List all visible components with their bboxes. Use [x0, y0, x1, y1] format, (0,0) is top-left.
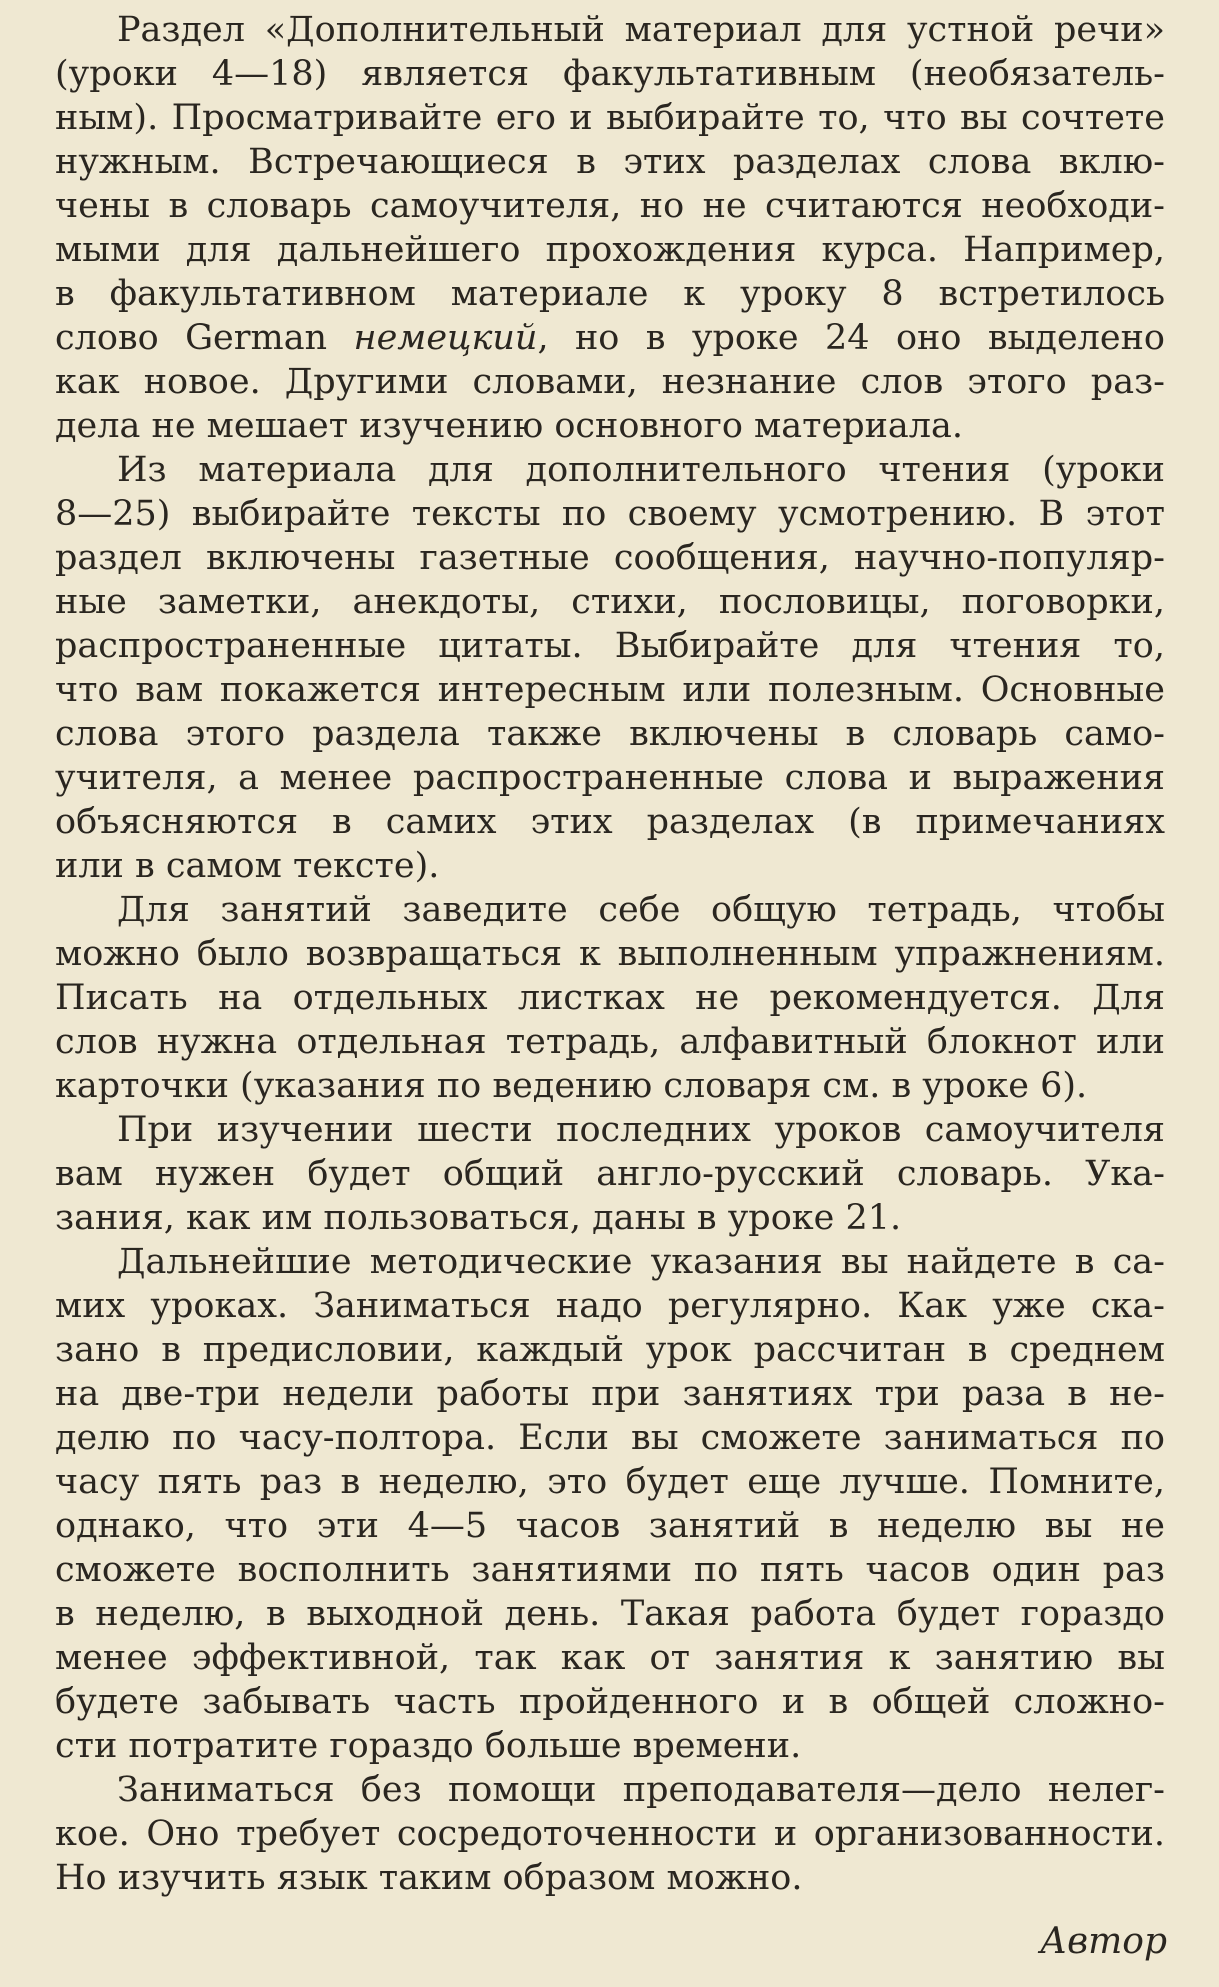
line-text: дела не мешает изучению основного материала. [55, 406, 964, 446]
line-text: часу пять раз в неделю, это будет еще лучше. Помните, [55, 1462, 1165, 1502]
line-text: 8—25) выбирайте тексты по своему усмотрению. В этот [55, 494, 1165, 534]
line-text: в неделю, в выходной день. Такая работа будет гораздо [55, 1594, 1165, 1634]
line-text: Писать на отдельных листках не рекомендуется. Для [55, 978, 1165, 1018]
line-text: Для занятий заведите себе общую тетрадь, чтобы [117, 890, 1165, 930]
line-text: зано в предисловии, каждый урок рассчитан в среднем [55, 1330, 1165, 1370]
text-line [55, 360, 1165, 404]
line-text: сти потратите гораздо больше времени. [55, 1726, 802, 1766]
text-line [55, 888, 1165, 932]
text-line [55, 756, 1165, 800]
text-line [55, 1724, 1165, 1768]
text-line [55, 1680, 1165, 1724]
line-text: ным). Просматривайте его и выбирайте то, что вы сочтете [55, 98, 1165, 138]
author-signature: Автор [1039, 1921, 1167, 1962]
text-line [55, 8, 1165, 52]
text-line [55, 800, 1165, 844]
line-text: Но изучить язык таким образом можно. [55, 1858, 803, 1898]
paragraph [55, 8, 1165, 448]
text-line [55, 448, 1165, 492]
line-text: сможете восполнить занятиями по пять часов один раз [55, 1550, 1165, 1590]
text-line [55, 624, 1165, 668]
line-text: слово German [55, 318, 354, 358]
paragraph [55, 448, 1165, 888]
line-text: Дальнейшие методические указания вы найдете в са- [117, 1242, 1165, 1282]
line-text: вам нужен будет общий англо-русский словарь. Ука- [55, 1154, 1165, 1194]
text-line [55, 1636, 1165, 1680]
line-text: При изучении шести последних уроков самоучителя [117, 1110, 1165, 1150]
text-line [55, 1460, 1165, 1504]
text-line [55, 228, 1165, 272]
text-line [55, 96, 1165, 140]
line-text: Из материала для дополнительного чтения (уроки [117, 450, 1165, 490]
text-line [55, 1504, 1165, 1548]
text-line [55, 1768, 1165, 1812]
text-line [55, 1372, 1165, 1416]
line-text: Раздел «Дополнительный материал для устной речи» [117, 10, 1165, 50]
line-text: ные заметки, анекдоты, стихи, пословицы, поговорки, [55, 582, 1165, 622]
text-line [55, 1328, 1165, 1372]
text-line [55, 1284, 1165, 1328]
text-line [55, 1592, 1165, 1636]
paragraph [55, 1108, 1165, 1240]
line-text: кое. Оно требует сосредоточенности и организованности. [55, 1814, 1165, 1854]
text-line [55, 580, 1165, 624]
line-text: слова этого раздела также включены в словарь само- [55, 714, 1165, 754]
text-line [55, 492, 1165, 536]
line-text: что вам покажется интересным или полезным. Основные [55, 670, 1165, 710]
line-text: , но в уроке 24 оно выделено [537, 318, 1166, 358]
line-text: чены в словарь самоучителя, но не считаются необходи- [55, 186, 1165, 226]
line-text: распространенные цитаты. Выбирайте для чтения то, [55, 626, 1165, 666]
line-text: однако, что эти 4—5 часов занятий в неделю вы не [55, 1506, 1165, 1546]
paragraph [55, 1240, 1165, 1768]
line-text: как новое. Другими словами, незнание слов этого раз- [55, 362, 1165, 402]
line-text: мих уроках. Заниматься надо регулярно. Как уже ска- [55, 1286, 1165, 1326]
line-text: менее эффективной, так как от занятия к занятию вы [55, 1638, 1165, 1678]
paragraph [55, 1768, 1165, 1900]
text-line [55, 1812, 1165, 1856]
line-text: делю по часу-полтора. Если вы сможете заниматься по [55, 1418, 1165, 1458]
line-text: зания, как им пользоваться, даны в уроке 21. [55, 1198, 902, 1238]
text-line [55, 1240, 1165, 1284]
text-line [55, 932, 1165, 976]
text-line [55, 316, 1165, 360]
paragraph [55, 888, 1165, 1108]
text-line [55, 1152, 1165, 1196]
line-text: можно было возвращаться к выполненным упражнениям. [55, 934, 1165, 974]
text-line [55, 668, 1165, 712]
text-line [55, 404, 1165, 448]
line-text: Заниматься без помощи преподавателя—дело нелег- [117, 1770, 1165, 1810]
line-text: объясняются в самих этих разделах (в примечаниях [55, 802, 1165, 842]
italic-term: немецкий [353, 318, 538, 358]
line-text: мыми для дальнейшего прохождения курса. Например, [55, 230, 1165, 270]
text-line [55, 536, 1165, 580]
text-line [55, 1416, 1165, 1460]
line-text: (уроки 4—18) является факультативным (необязатель- [55, 54, 1165, 94]
line-text: нужным. Встречающиеся в этих разделах слова вклю- [55, 142, 1165, 182]
text-line [55, 140, 1165, 184]
line-text: учителя, а менее распространенные слова и выражения [55, 758, 1165, 798]
text-line [55, 976, 1165, 1020]
text-line [55, 1196, 1165, 1240]
text-body [55, 8, 1165, 1900]
line-text: будете забывать часть пройденного и в общей сложно- [55, 1682, 1165, 1722]
text-line [55, 844, 1165, 888]
line-text: на две-три недели работы при занятиях три раза в не- [55, 1374, 1165, 1414]
line-text: раздел включены газетные сообщения, научно-популяр- [55, 538, 1165, 578]
text-line [55, 1064, 1165, 1108]
text-line [55, 1020, 1165, 1064]
text-line [55, 272, 1165, 316]
text-line [55, 184, 1165, 228]
text-line [55, 712, 1165, 756]
text-line [55, 1548, 1165, 1592]
line-text: карточки (указания по ведению словаря см. в уроке 6). [55, 1066, 1088, 1106]
line-text: или в самом тексте). [55, 846, 440, 886]
text-line [55, 52, 1165, 96]
line-text: в факультативном материале к уроку 8 встретилось [55, 274, 1165, 314]
text-line [55, 1108, 1165, 1152]
line-text: слов нужна отдельная тетрадь, алфавитный блокнот или [55, 1022, 1165, 1062]
text-line [55, 1856, 1165, 1900]
